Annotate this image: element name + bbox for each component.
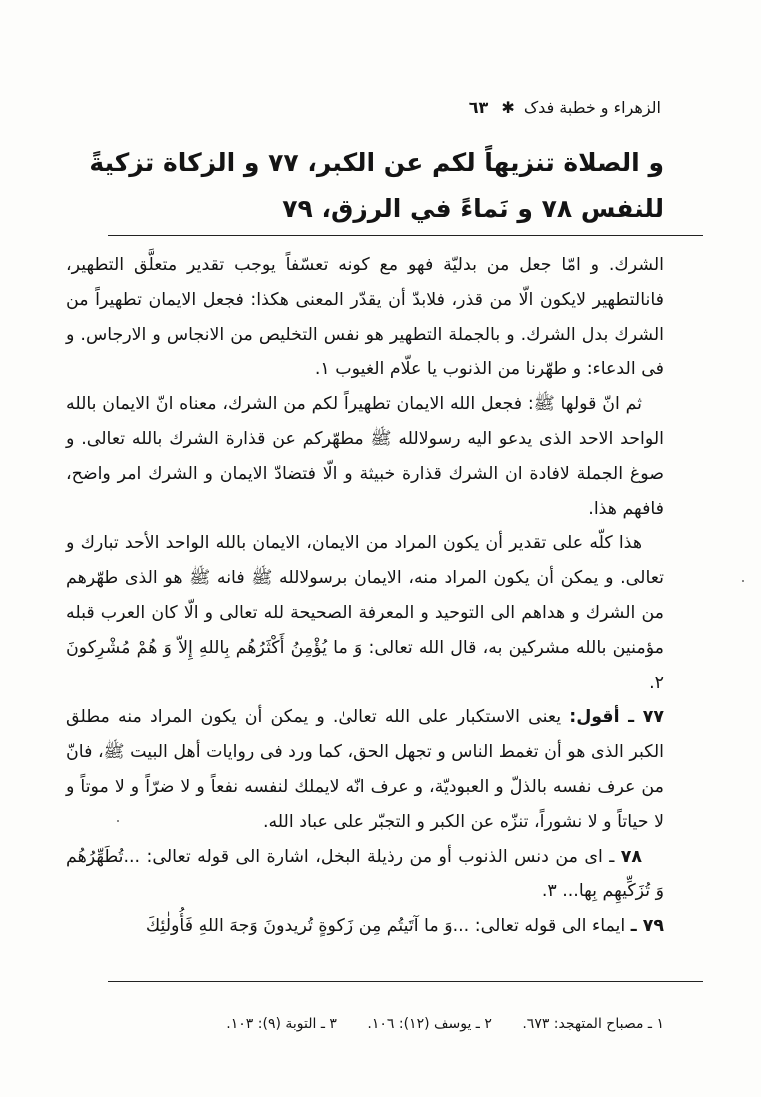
note-77-label: ٧٧ ـ أقول: [569,707,664,728]
separator-star-icon: ✱ [501,98,515,117]
note-78 [66,840,664,910]
footnote-1: ١ ـ مصباح المتهجد: ٦٧٣. [522,1016,664,1032]
page-number: ٦٣ [468,98,489,117]
footnotes [200,1016,664,1032]
note-79-text: ايماء الى قوله تعالى: ...وَ ما آتَيتُم مِن زَكوةٍ تُريدونَ وَجهَ اللهِ فَأُولٰئِكَ [145,916,631,937]
running-header [469,98,661,117]
scan-speck [742,580,744,582]
footnote-divider [108,981,703,982]
note-78-label: ٧٨ [620,846,642,867]
footnote-3: ٣ ـ التوبة (٩): ١٠٣. [226,1016,337,1032]
note-78-text: ـ اى من دنس الذنوب أو من رذيلة البخل، اشارة الى قوله تعالى: ...تُطَهِّرُهُم وَ تُزَكِّيهِم بِها... ٣. [66,846,664,902]
paragraph-2: ثم انّ قولها ﷺ: فجعل الله الايمان تطهيراً لكم من الشرك، معناه انّ الايمان بالله الواحد الاحد الذى يدعو اليه رسولالله ﷺ مطهّركم عن قذارة الشرك بالله تعالى. و صوغ الجملة لافادة ان الشرك قذارة خبيثة و الّا فتضادّ الايمان و الشرك امر واضح، فافهم هذا. [66,394,664,519]
note-79-label: ٧٩ ـ [630,916,664,937]
sermon-excerpt: و الصلاة تنزيهاً لكم عن الكبر، ٧٧ و الزكاة تزكيةً للنفس ٧٨ و نَماءً في الرزق، ٧٩ [89,148,664,223]
commentary-body [66,248,664,944]
note-77 [66,700,664,839]
paragraph-1: الشرك. و امّا جعل من بدليّة فهو مع كونه تعسّفاً يوجب تقدير متعلَّق التطهير، فانالتطهير لايكون الّا من قذر، فلابدّ أن يقدّر المعنى هكذا: فجعل الايمان تطهيراً من الشرك بدل الشرك. و بالجملة التطهير هو نفس التخليص من الانجاس و الارجاس. و فى الدعاء: و طهّرنا من الذنوب يا علّام الغيوب ١. [66,255,664,380]
scan-speck [117,820,119,822]
footnote-2: ٢ ـ يوسف (١٢): ١٠٦. [367,1016,492,1032]
paragraph-3: هذا كلّه على تقدير أن يكون المراد من الايمان، الايمان بالله الواحد الأحد تبارك و تعالى. و يمكن أن يكون المراد منه، الايمان برسولالله ﷺ فانه ﷺ هو الذى طهّرهم من الشرك و هداهم الى التوحيد و المعرفة الصحيحة لله تعالى و الّا كان العرب قبله مؤمنين بالله مشركين به، قال الله تعالى: وَ ما يُؤْمِنُ أَكْثَرُهُم بِاللهِ إِلاّ وَ هُمْ مُشْرِكونَ ٢. [66,533,664,693]
top-divider [108,235,703,236]
note-79 [66,909,664,944]
note-77-text: يعنى الاستكبار على الله تعالىٰ. و يمكن أن يكون المراد منه مطلق الكبر الذى هو أن تغمط الناس و تجهل الحق، كما ورد فى روايات أهل البيت ﷺ، فانّ من عرف نفسه بالذلّ و العبوديّة، و عرف انّه لايملك لنفسه نفعاً و لا ضرّاً و لا موتاً و لا حياتاً و لا نشوراً، تنزّه عن الكبر و التجبّر على عباد الله. [66,707,664,832]
running-title: الزهراء و خطبة فدک [523,98,661,117]
